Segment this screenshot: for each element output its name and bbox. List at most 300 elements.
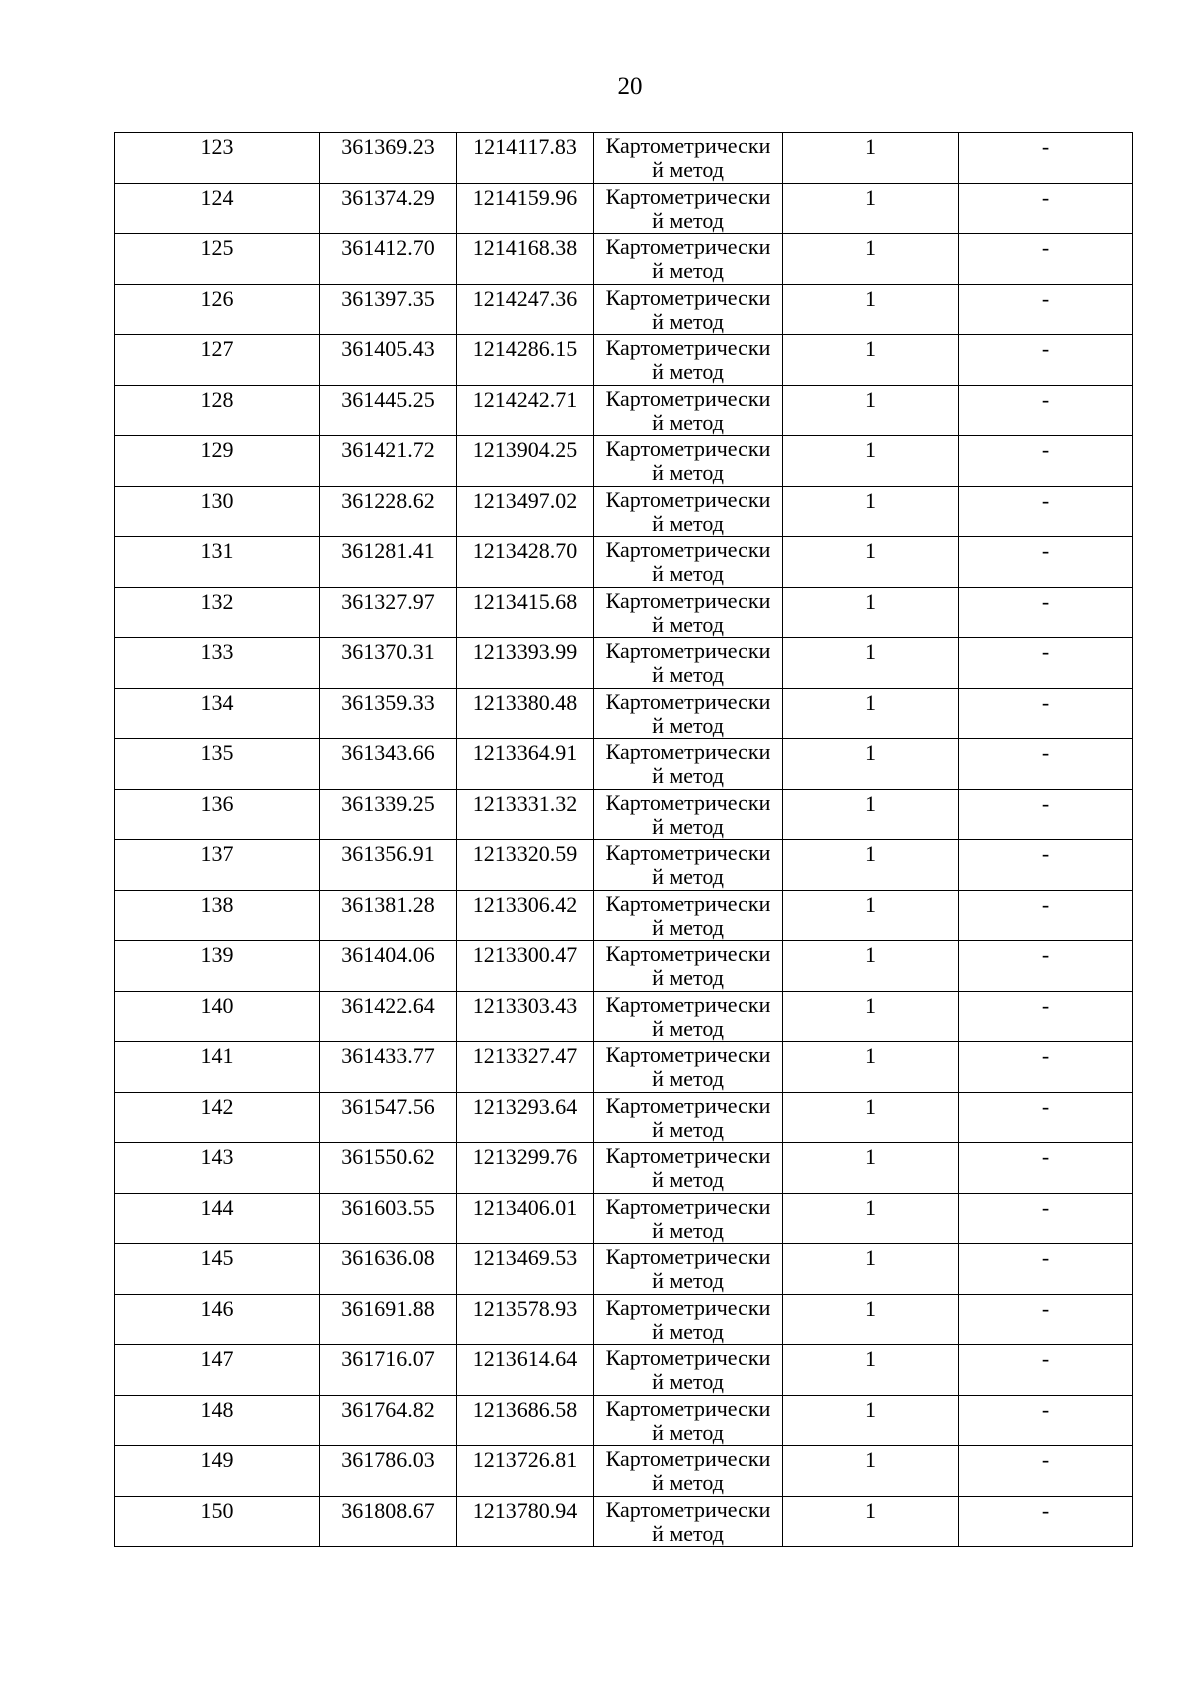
method-line1: Картометрически [605, 1395, 771, 1421]
precision-cell [783, 1042, 959, 1093]
coord-y: 1213306.42 [472, 891, 578, 917]
point-number: 145 [200, 1245, 234, 1270]
coord-y: 1213327.47 [472, 1043, 578, 1068]
method-cell [594, 789, 783, 840]
table-row [115, 789, 1133, 840]
method-cell [594, 1143, 783, 1194]
coord-y: 1214247.36 [472, 285, 578, 311]
point-number-cell [115, 284, 320, 335]
point-number: 143 [200, 1144, 234, 1169]
point-number-cell [115, 890, 320, 941]
coord-x-cell [320, 941, 457, 992]
coord-x-cell [320, 183, 457, 234]
method-line2: й метод [652, 1268, 724, 1293]
table-row [115, 1042, 1133, 1093]
method-line2: й метод [652, 1217, 724, 1243]
point-number-cell [115, 1395, 320, 1446]
method-text [594, 285, 782, 334]
point-number: 132 [200, 588, 234, 614]
coord-y-cell [457, 638, 594, 689]
method-cell [594, 688, 783, 739]
note-cell [959, 1193, 1133, 1244]
note-cell [959, 1244, 1133, 1295]
note: - [1041, 740, 1050, 765]
coord-x: 361381.28 [341, 891, 435, 917]
precision: 1 [865, 790, 876, 816]
note-cell [959, 436, 1133, 487]
precision: 1 [865, 1144, 876, 1169]
note-cell [959, 486, 1133, 537]
coord-x: 361281.41 [341, 538, 435, 563]
note-cell [959, 941, 1133, 992]
method-cell [594, 1446, 783, 1497]
coord-x: 361786.03 [341, 1447, 435, 1472]
coord-y-cell [457, 284, 594, 335]
coord-y: 1214242.71 [472, 386, 578, 412]
coord-x-cell [320, 739, 457, 790]
point-number-cell [115, 133, 320, 184]
coord-x: 361369.23 [341, 134, 435, 159]
page-number: 20 [617, 73, 643, 100]
table-row [115, 1446, 1133, 1497]
point-number-cell [115, 739, 320, 790]
point-number: 146 [200, 1295, 234, 1321]
note: - [1041, 689, 1050, 715]
note: - [1041, 1043, 1050, 1068]
point-number-cell [115, 234, 320, 285]
coord-y: 1213393.99 [472, 639, 578, 664]
precision-cell [783, 335, 959, 386]
coord-y-cell [457, 385, 594, 436]
table-row [115, 1294, 1133, 1345]
method-line1: Картометрически [605, 385, 771, 411]
note: - [1041, 386, 1050, 412]
method-cell [594, 183, 783, 234]
note: - [1041, 588, 1050, 614]
method-cell [594, 284, 783, 335]
point-number-cell [115, 1042, 320, 1093]
coord-x-cell [320, 436, 457, 487]
precision-cell [783, 537, 959, 588]
coord-x-cell [320, 688, 457, 739]
method-text [594, 1194, 782, 1243]
precision-cell [783, 1193, 959, 1244]
coord-x: 361764.82 [341, 1396, 435, 1422]
method-line1: Картометрически [605, 840, 771, 865]
method-cell [594, 840, 783, 891]
method-line2: й метод [652, 207, 724, 233]
note-cell [959, 587, 1133, 638]
point-number-cell [115, 486, 320, 537]
precision: 1 [865, 1396, 876, 1422]
method-cell [594, 1294, 783, 1345]
table-row [115, 486, 1133, 537]
coord-x-cell [320, 1345, 457, 1396]
coord-y-cell [457, 688, 594, 739]
precision: 1 [865, 336, 876, 361]
precision-cell [783, 789, 959, 840]
method-line2: й метод [652, 965, 724, 990]
note-cell [959, 638, 1133, 689]
point-number-cell [115, 1294, 320, 1345]
coord-x-cell [320, 133, 457, 184]
coord-y-cell [457, 234, 594, 285]
method-text [594, 386, 782, 435]
point-number-cell [115, 587, 320, 638]
method-text [594, 1396, 782, 1445]
method-text [594, 1042, 782, 1091]
precision: 1 [865, 134, 876, 159]
note: - [1041, 1144, 1050, 1169]
method-line2: й метод [652, 813, 724, 839]
method-line2: й метод [652, 1369, 724, 1394]
coord-x: 361636.08 [341, 1245, 435, 1270]
point-number-cell [115, 1193, 320, 1244]
table-row [115, 335, 1133, 386]
method-text [594, 537, 782, 586]
point-number: 133 [200, 639, 234, 664]
point-number: 149 [200, 1447, 234, 1472]
coord-y: 1213578.93 [472, 1295, 578, 1321]
method-text [594, 941, 782, 990]
point-number: 123 [200, 134, 234, 159]
method-text [594, 335, 782, 384]
precision-cell [783, 234, 959, 285]
point-number: 131 [200, 538, 234, 563]
coord-x: 361359.33 [341, 689, 435, 715]
coord-y-cell [457, 1496, 594, 1547]
coord-x: 361422.64 [341, 992, 435, 1018]
note-cell [959, 1496, 1133, 1547]
method-cell [594, 890, 783, 941]
method-cell [594, 1193, 783, 1244]
coord-y-cell [457, 133, 594, 184]
coord-x: 361356.91 [341, 841, 435, 866]
note-cell [959, 183, 1133, 234]
coord-y: 1213406.01 [472, 1194, 578, 1220]
table-row [115, 941, 1133, 992]
method-cell [594, 1345, 783, 1396]
precision: 1 [865, 1093, 876, 1119]
method-line2: й метод [652, 864, 724, 889]
coord-y: 1213364.91 [472, 740, 578, 765]
point-number-cell [115, 385, 320, 436]
coord-y-cell [457, 840, 594, 891]
method-line1: Картометрически [605, 1042, 771, 1067]
coord-y-cell [457, 1092, 594, 1143]
point-number: 125 [200, 235, 234, 260]
precision-cell [783, 1496, 959, 1547]
point-number: 128 [200, 386, 234, 412]
point-number-cell [115, 183, 320, 234]
point-number: 147 [200, 1346, 234, 1371]
method-line1: Картометрически [605, 941, 771, 966]
method-cell [594, 1395, 783, 1446]
precision: 1 [865, 942, 876, 967]
note: - [1041, 487, 1050, 513]
precision-cell [783, 1345, 959, 1396]
method-line1: Картометрически [605, 234, 771, 259]
precision-cell [783, 688, 959, 739]
method-text [594, 1244, 782, 1293]
coord-y: 1214168.38 [472, 235, 578, 260]
precision: 1 [865, 437, 876, 462]
point-number: 130 [200, 487, 234, 513]
method-line1: Картометрически [605, 335, 771, 360]
note: - [1041, 1194, 1050, 1220]
precision-cell [783, 587, 959, 638]
method-text [594, 790, 782, 839]
coord-y-cell [457, 1193, 594, 1244]
note: - [1041, 184, 1050, 210]
table-row [115, 1345, 1133, 1396]
note-cell [959, 385, 1133, 436]
method-line2: й метод [652, 1470, 724, 1495]
note: - [1041, 1346, 1050, 1371]
coord-x-cell [320, 638, 457, 689]
note-cell [959, 1446, 1133, 1497]
note: - [1041, 942, 1050, 967]
coord-x-cell [320, 385, 457, 436]
coord-y-cell [457, 890, 594, 941]
precision: 1 [865, 1346, 876, 1371]
note-cell [959, 739, 1133, 790]
precision: 1 [865, 1497, 876, 1523]
table-row [115, 284, 1133, 335]
precision: 1 [865, 1295, 876, 1321]
precision-cell [783, 991, 959, 1042]
method-cell [594, 638, 783, 689]
point-number: 129 [200, 437, 234, 462]
coord-x: 361397.35 [341, 285, 435, 311]
coord-y: 1213614.64 [472, 1346, 578, 1371]
precision-cell [783, 941, 959, 992]
coord-x: 361343.66 [341, 740, 435, 765]
note: - [1041, 538, 1050, 563]
precision-cell [783, 1143, 959, 1194]
method-line2: й метод [652, 712, 724, 738]
coordinates-table [114, 132, 1133, 1547]
coord-y-cell [457, 335, 594, 386]
coord-y-cell [457, 1345, 594, 1396]
table-row [115, 890, 1133, 941]
note: - [1041, 336, 1050, 361]
method-cell [594, 1092, 783, 1143]
method-line1: Картометрически [605, 1294, 771, 1320]
coord-x-cell [320, 537, 457, 588]
method-text [594, 588, 782, 637]
method-text [594, 1295, 782, 1344]
point-number: 124 [200, 184, 234, 210]
precision-cell [783, 1294, 959, 1345]
coord-x-cell [320, 1042, 457, 1093]
coord-y: 1213300.47 [472, 942, 578, 967]
note-cell [959, 1092, 1133, 1143]
coord-x-cell [320, 335, 457, 386]
point-number-cell [115, 789, 320, 840]
note: - [1041, 1295, 1050, 1321]
point-number-cell [115, 638, 320, 689]
point-number: 134 [200, 689, 234, 715]
method-line2: й метод [652, 1520, 724, 1546]
method-cell [594, 587, 783, 638]
point-number-cell [115, 1446, 320, 1497]
note: - [1041, 437, 1050, 462]
note: - [1041, 1245, 1050, 1270]
coordinates-table-body [115, 133, 1133, 1547]
coord-x-cell [320, 840, 457, 891]
coord-x-cell [320, 1143, 457, 1194]
method-text [594, 1345, 782, 1394]
coord-x-cell [320, 1446, 457, 1497]
precision-cell [783, 1395, 959, 1446]
method-cell [594, 486, 783, 537]
point-number-cell [115, 1345, 320, 1396]
method-text [594, 739, 782, 788]
precision: 1 [865, 386, 876, 412]
note: - [1041, 235, 1050, 260]
precision-cell [783, 1446, 959, 1497]
method-text [594, 840, 782, 889]
precision-cell [783, 840, 959, 891]
method-line1: Картометрически [605, 1193, 771, 1219]
coord-y-cell [457, 1143, 594, 1194]
note-cell [959, 688, 1133, 739]
table-row [115, 840, 1133, 891]
precision: 1 [865, 1447, 876, 1472]
point-number-cell [115, 840, 320, 891]
point-number: 127 [200, 336, 234, 361]
method-text [594, 1497, 782, 1546]
coord-y: 1213293.64 [472, 1093, 578, 1119]
precision: 1 [865, 184, 876, 210]
note-cell [959, 1395, 1133, 1446]
precision-cell [783, 133, 959, 184]
note-cell [959, 284, 1133, 335]
point-number-cell [115, 1244, 320, 1295]
method-text [594, 638, 782, 687]
method-line1: Картометрически [605, 486, 771, 512]
coord-y-cell [457, 1294, 594, 1345]
method-line2: й метод [652, 460, 724, 485]
coord-x-cell [320, 1294, 457, 1345]
method-line1: Картометрически [605, 133, 771, 158]
point-number: 137 [200, 841, 234, 866]
method-line1: Картометрически [605, 1496, 771, 1522]
point-number: 138 [200, 891, 234, 917]
method-text [594, 133, 782, 182]
method-text [594, 689, 782, 738]
coord-y-cell [457, 789, 594, 840]
method-line2: й метод [652, 409, 724, 435]
method-cell [594, 1496, 783, 1547]
coord-x-cell [320, 1092, 457, 1143]
method-text [594, 1143, 782, 1192]
coord-y: 1213904.25 [472, 437, 578, 462]
method-cell [594, 234, 783, 285]
coord-x-cell [320, 234, 457, 285]
note: - [1041, 134, 1050, 159]
note-cell [959, 1143, 1133, 1194]
method-line1: Картометрически [605, 638, 771, 663]
precision-cell [783, 486, 959, 537]
point-number-cell [115, 1092, 320, 1143]
coord-y: 1213497.02 [472, 487, 578, 513]
note: - [1041, 841, 1050, 866]
method-cell [594, 1042, 783, 1093]
method-cell [594, 941, 783, 992]
coord-y-cell [457, 991, 594, 1042]
note-cell [959, 1042, 1133, 1093]
point-number-cell [115, 436, 320, 487]
method-line1: Картометрически [605, 991, 771, 1017]
coord-y-cell [457, 486, 594, 537]
coord-x: 361228.62 [341, 487, 435, 513]
method-cell [594, 385, 783, 436]
precision: 1 [865, 891, 876, 917]
table-row [115, 1143, 1133, 1194]
method-text [594, 992, 782, 1041]
coord-y: 1213380.48 [472, 689, 578, 715]
table-row [115, 234, 1133, 285]
coord-y: 1213469.53 [472, 1245, 578, 1270]
precision: 1 [865, 1245, 876, 1270]
note-cell [959, 890, 1133, 941]
precision: 1 [865, 538, 876, 563]
coord-x: 361550.62 [341, 1144, 435, 1169]
method-text [594, 891, 782, 940]
coord-y: 1213415.68 [472, 588, 578, 614]
coord-x-cell [320, 890, 457, 941]
precision: 1 [865, 689, 876, 715]
point-number-cell [115, 1143, 320, 1194]
note-cell [959, 133, 1133, 184]
coord-y-cell [457, 436, 594, 487]
coord-y-cell [457, 739, 594, 790]
method-line1: Картометрически [605, 890, 771, 916]
table-row [115, 385, 1133, 436]
method-text [594, 1093, 782, 1142]
coord-x-cell [320, 284, 457, 335]
table-row [115, 1092, 1133, 1143]
coord-y: 1214286.15 [472, 336, 578, 361]
method-line2: й метод [652, 1015, 724, 1041]
method-cell [594, 335, 783, 386]
note-cell [959, 840, 1133, 891]
table-row [115, 739, 1133, 790]
method-line1: Картометрически [605, 284, 771, 310]
coord-y-cell [457, 537, 594, 588]
method-line2: й метод [652, 763, 724, 788]
precision: 1 [865, 1194, 876, 1220]
coord-x: 361374.29 [341, 184, 435, 210]
method-text [594, 1446, 782, 1495]
precision-cell [783, 638, 959, 689]
method-line1: Картометрически [605, 587, 771, 613]
point-number: 144 [200, 1194, 234, 1220]
method-line1: Картометрически [605, 1092, 771, 1118]
note-cell [959, 234, 1133, 285]
coord-x: 361412.70 [341, 235, 435, 260]
method-cell [594, 1244, 783, 1295]
table-row [115, 133, 1133, 184]
method-line2: й метод [652, 510, 724, 536]
precision: 1 [865, 588, 876, 614]
point-number-cell [115, 688, 320, 739]
note: - [1041, 1093, 1050, 1119]
coord-x: 361370.31 [341, 639, 435, 664]
coord-x: 361716.07 [341, 1346, 435, 1371]
